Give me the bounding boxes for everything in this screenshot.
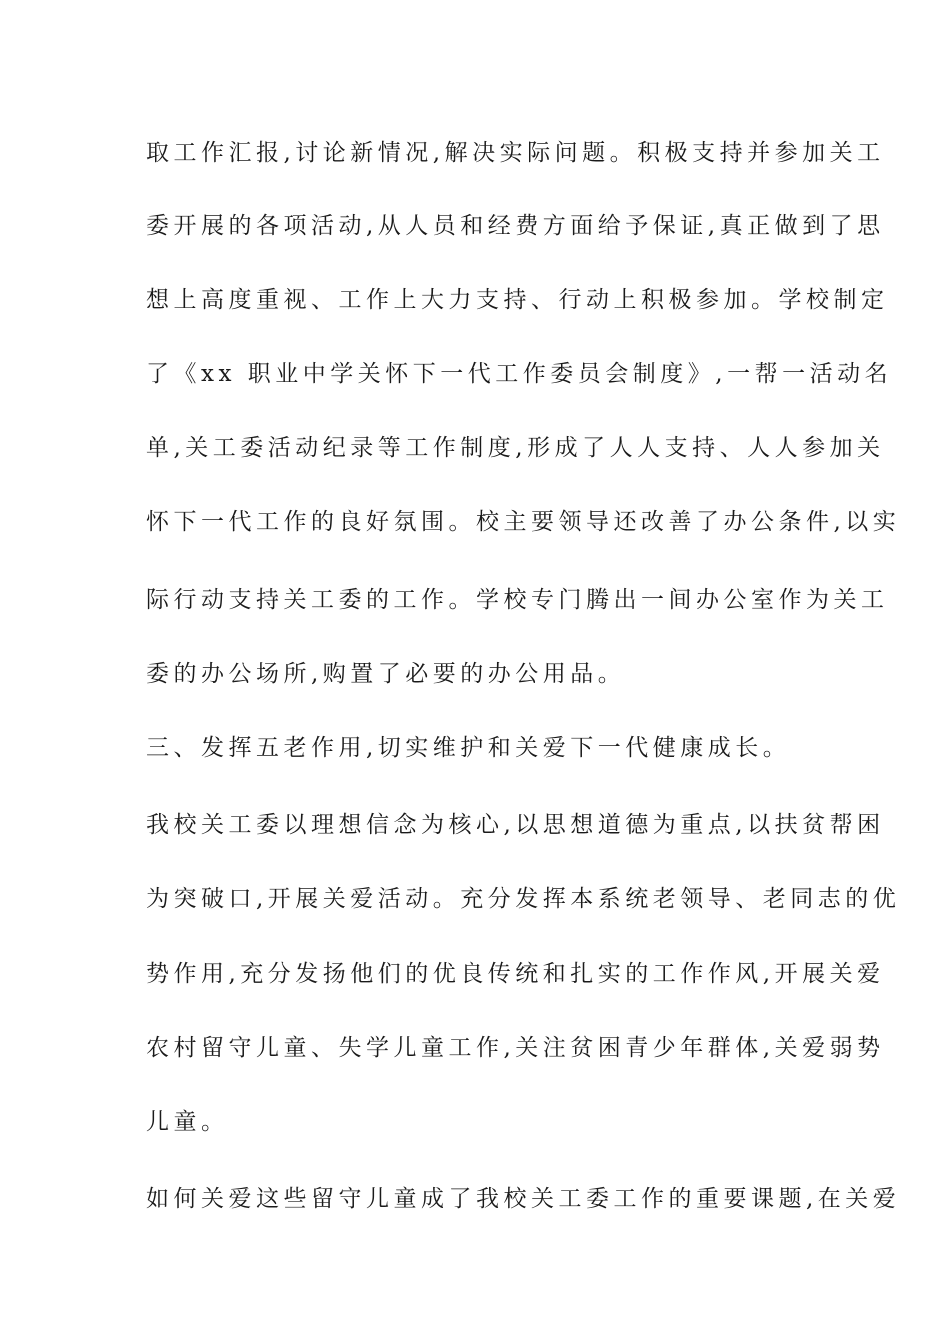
- body-text-line: 农村留守儿童、失学儿童工作,关注贫困青少年群体,关爱弱势: [146, 1035, 885, 1061]
- body-text-line: 际行动支持关工委的工作。学校专门腾出一间办公室作为关工: [146, 587, 889, 613]
- body-text-line: 为突破口,开展关爱活动。充分发挥本系统老领导、老同志的优: [146, 886, 901, 912]
- body-text-line: 想上高度重视、工作上大力支持、行动上积极参加。学校制定: [146, 287, 889, 313]
- body-text-line: 怀下一代工作的良好氛围。校主要领导还改善了办公条件,以实: [146, 509, 901, 535]
- body-text-line: 如何关爱这些留守儿童成了我校关工委工作的重要课题,在关爱: [146, 1186, 901, 1212]
- body-text-line: 势作用,充分发扬他们的优良传统和扎实的工作作风,开展关爱: [146, 961, 885, 987]
- body-text-line: 委开展的各项活动,从人员和经费方面给予保证,真正做到了思: [146, 213, 885, 239]
- body-text-line: 了《xx 职业中学关怀下一代工作委员会制度》,一帮一活动名: [146, 361, 893, 387]
- body-text-line: 委的办公场所,购置了必要的办公用品。: [146, 661, 626, 687]
- body-text-line: 单,关工委活动纪录等工作制度,形成了人人支持、人人参加关: [146, 435, 885, 461]
- body-text-line: 取工作汇报,讨论新情况,解决实际问题。积极支持并参加关工: [146, 140, 885, 166]
- body-text-line: 儿童。: [146, 1109, 229, 1135]
- body-text-line: 我校关工委以理想信念为核心,以思想道德为重点,以扶贫帮困: [146, 812, 885, 838]
- section-heading: 三、发挥五老作用,切实维护和关爱下一代健康成长。: [146, 735, 791, 761]
